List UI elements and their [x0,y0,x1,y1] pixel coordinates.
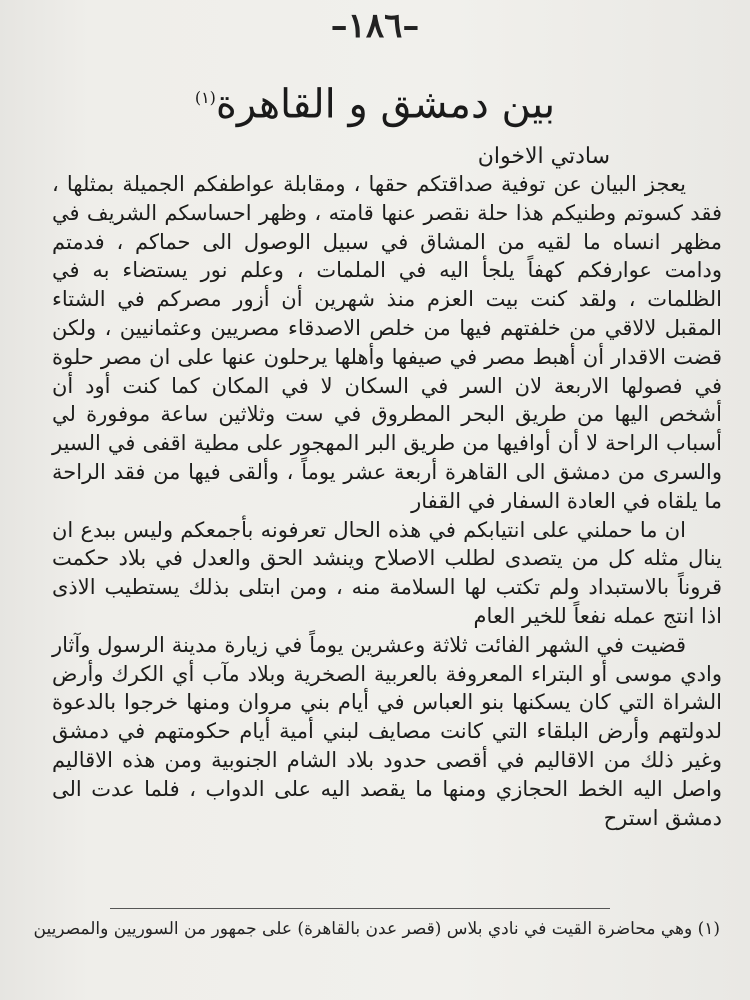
footnote: (١) وهي محاضرة القيت في نادي بلاس (قصر عدن بالقاهرة) على جمهور من السوريين والمصريين [33,919,720,939]
footnote-divider [110,908,610,909]
chapter-title [0,70,750,132]
page-number: –١٨٦– [330,6,420,46]
title-footnote-marker: (١) [194,88,216,107]
paragraph-2: ان ما حملني على انتيابكم في هذه الحال تعرفونه بأجمعكم وليس ببدع ان ينال مثله كل من يتصدى لطلب الاصلاح وينشد الحق والعدل في بلاد حكمت قروناً بالاستبداد ولم تكتب لها السلامة منه ، ومن ابتلى بذلك يستطيب الاذى اذا انتج عمله نفعاً للخير العام [52,517,722,628]
paragraph-1: يعجز البيان عن توفية صداقتكم حقها ، ومقابلة عواطفكم الجميلة بمثلها ، فقد كسوتم وطنيكم هذا حلة نقصر عنها قامته ، وظهر احساسكم الشريف في مظهر انساه ما لقيه من المشاق في سبيل الوصول الى حماكم ، فدمتم ودامت عوارفكم كهفاً يلجأ اليه في الملمات ، وعلم نور يستضاء به في الظلمات ، ولقد كنت بيت العزم منذ شهرين أن أزور مصركم في الشتاء المقبل لالاقي من خلفتهم فيها من خلص الاصدقاء مصريين وعثمانيين ، ولكن قضت الاقدار أن أهبط مصر في صيفها وأهلها يرحلون عنها على ان مصر حلوة في فصولها الاربعة لان السر في السكان لا في المكان كما كنت أود أن أشخص اليها من طريق البحر المطروق في ست وثلاثين ساعة موفورة لي أسباب الراحة لا أن أوافيها من طريق البر المهجور على مطية اقفى في السير والسرى من دمشق الى القاهرة أربعة عشر يوماً ، وألقى فيها من فقد الراحة ما يلقاه في العادة السفار في القفار [52,172,722,513]
salutation: سادتي الاخوان [477,144,610,169]
chapter-title-text: بين دمشق و القاهرة [215,81,556,128]
body-text [52,170,722,832]
paragraph-3: قضيت في الشهر الفائت ثلاثة وعشرين يوماً في زيارة مدينة الرسول وآثار وادي موسى أو البتراء المعروفة بالعربية الصخرية وبلاد مآب أي الكرك وأرض الشراة التي كان يسكنها بنو العباس في أيام بني مروان ومنها خرجوا بالدعوة لدولتهم وأرض البلقاء التي كانت مصايف لبني أمية أيام حكومتهم في دمشق وغير ذلك من الاقاليم في أقصى حدود بلاد الشام الجنوبية ومن هذه الاقاليم واصل اليه الخط الحجازي ومنها ما يقصد اليه على الدواب ، فلما عدت الى دمشق استرح [52,632,722,830]
